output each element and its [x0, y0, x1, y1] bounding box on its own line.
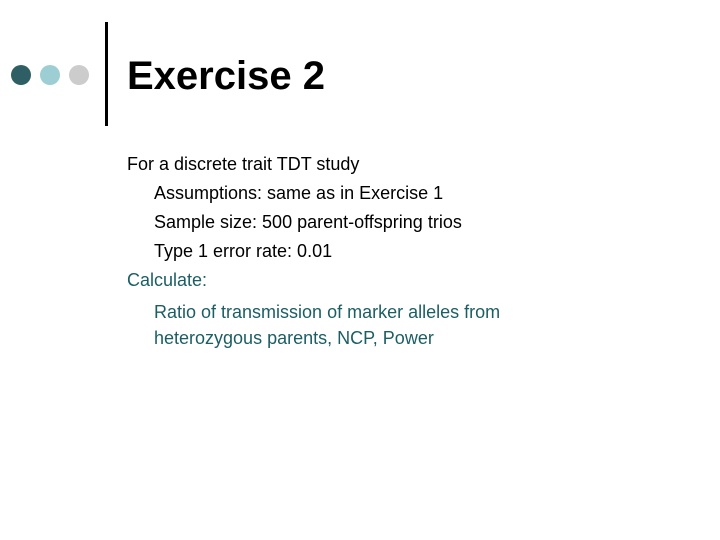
gray-dot-icon: [69, 65, 89, 85]
slide-body: [127, 150, 687, 351]
dark-teal-dot-icon: [11, 65, 31, 85]
calculate-detail: Ratio of transmission of marker alleles from heterozygous parents, NCP, Power: [154, 302, 501, 348]
study-description: For a discrete trait TDT study: [127, 154, 360, 174]
assumptions-item: Assumptions: same as in Exercise 1: [154, 183, 444, 203]
light-teal-dot-icon: [40, 65, 60, 85]
sample-size-item: Sample size: 500 parent-offspring trios: [154, 212, 462, 232]
title-divider: [105, 22, 108, 126]
error-rate-item: Type 1 error rate: 0.01: [154, 241, 333, 261]
calculate-label: Calculate:: [127, 270, 208, 290]
slide-title: Exercise 2: [127, 54, 325, 98]
